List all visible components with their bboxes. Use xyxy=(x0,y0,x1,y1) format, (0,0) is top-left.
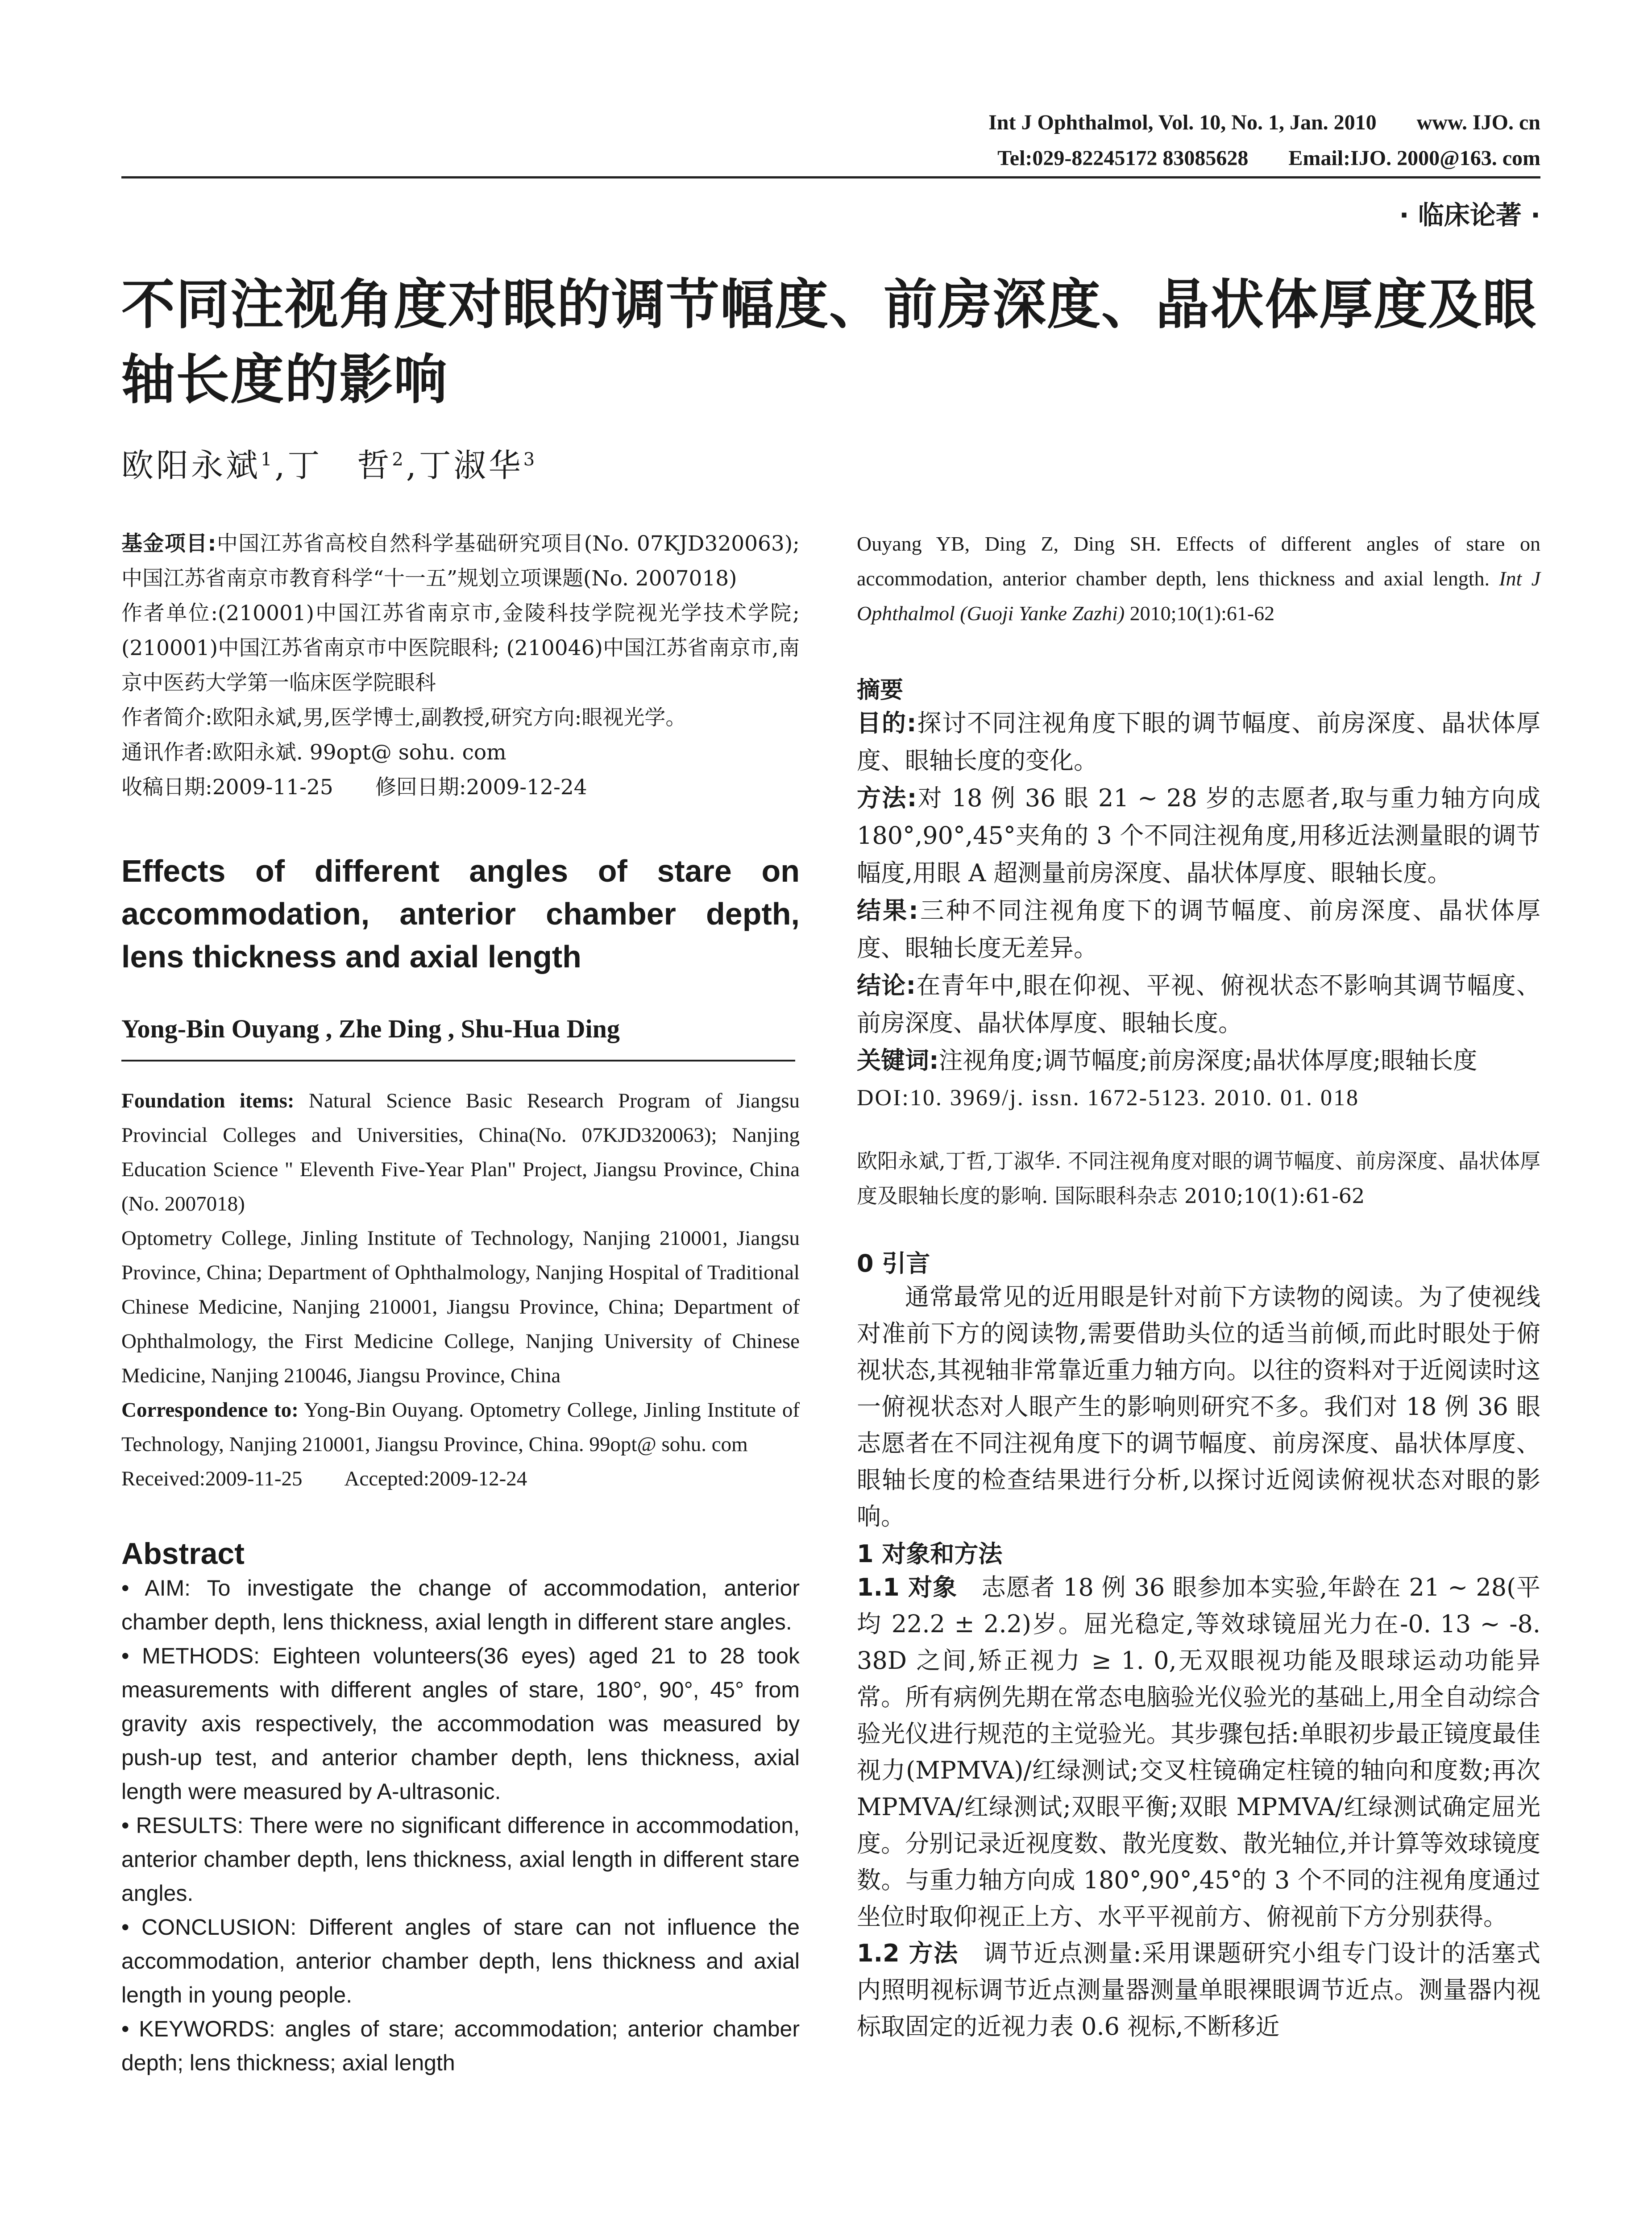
english-authors: Yong-Bin Ouyang , Zhe Ding , Shu-Hua Ding xyxy=(121,1014,620,1043)
abstract-aim: • AIM: To investigate the change of accommodation, anterior chamber depth, lens thickness, axial length in different stare angles. xyxy=(121,1576,800,1634)
author-1-affil: 1 xyxy=(261,449,275,470)
corresponding-author: 通讯作者:欧阳永斌. 99opt@ sohu. com xyxy=(121,740,506,765)
running-header xyxy=(948,105,1540,176)
zy-conclusion xyxy=(857,967,1540,1042)
affiliation-en: Optometry College, Jinling Institute of Technology, Nanjing 210001, Jiangsu Province, China; Department of Ophthalmology, Nanjing Hospital of Traditional Chinese Medicine, Nanjing 210001, Jiangsu Province, China; Department of Ophthalmology, the First Medicine College, Nanjing University of Chinese Medicine, Nanjing 210046, Jiangsu Province, China xyxy=(121,1227,800,1387)
chinese-abstract-heading: 摘要 xyxy=(857,677,904,704)
correspondence-label: Correspondence to: xyxy=(121,1398,299,1422)
abstract-conclusion: • CONCLUSION: Different angles of stare can not influence the accommodation, anterior chamber depth, lens thickness and axial length in young people. xyxy=(121,1915,800,2007)
section-tag: · 临床论著 · xyxy=(1399,200,1540,230)
fund-text: 中国江苏省高校自然科学基础研究项目(No. 07KJD320063);中国江苏省南京市教育科学“十一五”规划立项课题(No. 2007018) xyxy=(121,531,800,591)
zy-conclusion-text: 在青年中,眼在仰视、平视、俯视状态不影响其调节幅度、前房深度、晶状体厚度、眼轴长度。 xyxy=(857,971,1540,1037)
citation-english xyxy=(857,527,1540,631)
author-1: 欧阳永斌 xyxy=(121,447,261,484)
subjects-paragraph xyxy=(857,1569,1540,1935)
author-3: ,丁淑华 xyxy=(406,447,523,484)
affil-label: 作者单位: xyxy=(121,601,218,626)
zy-objective xyxy=(857,705,1540,780)
foundation-items xyxy=(121,1084,800,1221)
affil-text: (210001)中国江苏省南京市,金陵科技学院视光学技术学院; (210001)中国江苏省南京市中医院眼科; (210046)中国江苏省南京市,南京中医药大学第一临床医学院眼科 xyxy=(121,601,800,695)
doi: DOI:10. 3969/j. issn. 1672-5123. 2010. 01. 018 xyxy=(857,1085,1359,1111)
bio-label: 作者简介: xyxy=(121,705,212,730)
methods-text: 调节近点测量:采用课题研究小组专门设计的活塞式内照明视标调节近点测量器测量单眼裸眼调节近点。测量器内视标取固定的近视力表 0.6 视标,不断移近 xyxy=(857,1939,1540,2040)
subsection-1-1-label: 1.1 对象 xyxy=(857,1573,957,1601)
correspondence-text: Yong-Bin Ouyang. Optometry College, Jinling Institute of Technology, Nanjing 210001, Jiangsu Province, China. 99opt@ sohu. com xyxy=(121,1398,800,1456)
zy-methods-text: 对 18 例 36 眼 21 ~ 28 岁的志愿者,取与重力轴方向成 180°,90°,45°夹角的 3 个不同注视角度,用移近法测量眼的调节幅度,用眼 A 超测量前房深度、晶状体厚度、眼轴长度。 xyxy=(857,784,1540,887)
left-column xyxy=(121,527,800,2080)
author-2-affil: 2 xyxy=(392,449,406,470)
methods-paragraph xyxy=(857,1935,1540,2045)
author-3-affil: 3 xyxy=(523,449,538,470)
citation-chinese: 欧阳永斌,丁哲,丁淑华. 不同注视角度对眼的调节幅度、前房深度、晶状体厚度及眼轴长度的影响. 国际眼科杂志 2010;10(1):61-62 xyxy=(857,1149,1540,1208)
zy-results xyxy=(857,892,1540,967)
author-2: ,丁 哲 xyxy=(274,447,392,484)
zy-methods-label: 方法: xyxy=(857,784,917,812)
author-bio xyxy=(121,701,800,735)
journal-tel: Tel:029-82245172 83085628 xyxy=(997,146,1249,170)
journal-email: Email:IJO. 2000@163. com xyxy=(1288,146,1540,170)
fund-label: 基金项目: xyxy=(121,531,216,556)
introduction-paragraph: 通常最常见的近用眼是针对前下方读物的阅读。为了使视线对准前下方的阅读物,需要借助头位的适当前倾,而此时眼处于俯视状态,其视轴非常靠近重力轴方向。以往的资料对于近阅读时这一俯视状态对人眼产生的影响则研究不多。我们对 18 例 36 眼志愿者在不同注视角度下的调节幅度、前房深度、晶状体厚度、眼轴长度的检查结果进行分析,以探讨近阅读俯视状态对眼的影响。 xyxy=(857,1283,1540,1530)
subsection-1-2-label: 1.2 方法 xyxy=(857,1939,959,1967)
affiliation-info xyxy=(121,596,800,701)
subjects-text: 志愿者 18 例 36 眼参加本实验,年龄在 21 ~ 28(平均 22.2 ± 2.2)岁。屈光稳定,等效球镜屈光力在-0. 13 ~ -8. 38D 之间,矫正视力 ≥ 1. 0,无双眼视功能及眼球运动功能异常。所有病例先期在常态电脑验光仪验光的基础上,用全自动综合验光仪进行规范的主觉验光。其步骤包括:单眼初步最正镜度最佳视力(MPMVA)/红绿测试;交叉柱镜确定柱镜的轴向和度数;再次 MPMVA/红绿测试;双眼平衡;双眼 MPMVA/红绿测试确定屈光度。分别记录近视度数、散光度数、散光轴位,并计算等效球镜度数。与重力轴方向成 180°,90°,45°的 3 个不同的注视角度通过坐位时取仰视正上方、水平平视前方、俯视前下方分别获得。 xyxy=(857,1573,1540,1931)
journal-website: www. IJO. cn xyxy=(1416,111,1540,134)
zy-conclusion-label: 结论: xyxy=(857,971,916,999)
correspondence-en xyxy=(121,1393,800,1462)
zy-results-text: 三种不同注视角度下的调节幅度、前房深度、晶状体厚度、眼轴长度无差异。 xyxy=(857,896,1540,962)
foundation-text: Natural Science Basic Research Program of Jiangsu Provincial Colleges and Universities, China(No. 07KJD320063); Nanjing Education Science " Eleventh Five-Year Plan" Project, Jiangsu Province, China (No. 2007018) xyxy=(121,1089,800,1215)
zy-objective-label: 目的: xyxy=(857,709,917,737)
citation-en-main: Ouyang YB, Ding Z, Ding SH. Effects of different angles of stare on accommodation, anterior chamber depth, lens thickness and axial length. xyxy=(857,532,1540,590)
english-title: Effects of different angles of stare on accommodation, anterior chamber depth, lens thickness and axial length xyxy=(121,854,800,974)
abstract-methods: • METHODS: Eighteen volunteers(36 eyes) aged 21 to 28 took measurements with different angles of stare, 180°, 90°, 45° from gravity axis respectively, the accommodation was measured by push-up test, and anterior chamber depth, lens thickness, axial length were measured by A-ultrasonic. xyxy=(121,1643,800,1804)
zy-objective-text: 探讨不同注视角度下眼的调节幅度、前房深度、晶状体厚度、眼轴长度的变化。 xyxy=(857,709,1540,775)
header-divider xyxy=(121,176,1540,178)
citation-en-volume: 2010;10(1):61-62 xyxy=(1125,602,1275,625)
citation-en-journal: Int J Ophthalmol (Guoji Yanke Zazhi) xyxy=(857,567,1541,625)
zy-keywords-label: 关键词: xyxy=(857,1046,939,1074)
chinese-title: 不同注视角度对眼的调节幅度、前房深度、晶状体厚度及眼轴长度的影响 xyxy=(121,274,1537,411)
received-dates-cn: 收稿日期:2009-11-25 修回日期:2009-12-24 xyxy=(121,775,587,800)
chinese-authors xyxy=(121,440,537,486)
bio-text: 欧阳永斌,男,医学博士,副教授,研究方向:眼视光学。 xyxy=(212,705,687,730)
abstract-heading: Abstract xyxy=(121,1537,245,1571)
journal-citation-line: Int J Ophthalmol, Vol. 10, No. 1, Jan. 2010 xyxy=(988,111,1377,134)
zy-keywords xyxy=(857,1042,1540,1079)
right-column xyxy=(857,527,1540,2045)
section-0-heading: 0 引言 xyxy=(857,1249,930,1277)
zy-keywords-text: 注视角度;调节幅度;前房深度;晶状体厚度;眼轴长度 xyxy=(938,1046,1478,1074)
authors-divider xyxy=(121,1060,795,1062)
received-dates-en: Received:2009-11-25 Accepted:2009-12-24 xyxy=(121,1467,527,1490)
section-1-heading: 1 对象和方法 xyxy=(857,1540,1003,1568)
fund-info xyxy=(121,527,800,596)
abstract-keywords: • KEYWORDS: angles of stare; accommodation; anterior chamber depth; lens thickness; axial length xyxy=(121,2016,800,2075)
abstract-results: • RESULTS: There were no significant difference in accommodation, anterior chamber depth, lens thickness, axial length in different stare angles. xyxy=(121,1813,800,1906)
zy-results-label: 结果: xyxy=(857,896,918,925)
zy-methods xyxy=(857,780,1540,892)
foundation-label: Foundation items: xyxy=(121,1089,295,1112)
